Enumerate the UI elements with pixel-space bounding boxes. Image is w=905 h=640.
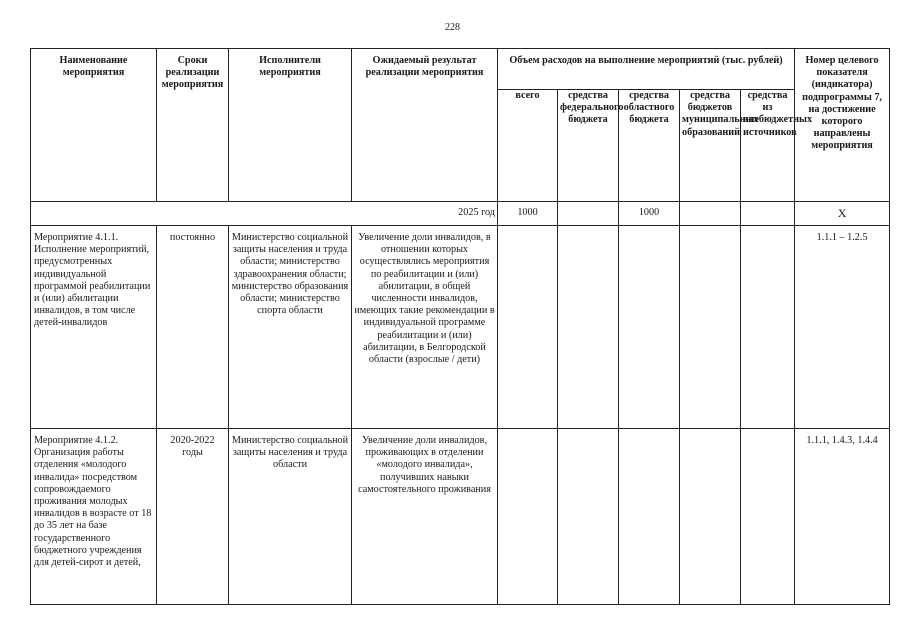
row-municipal bbox=[680, 429, 741, 605]
header-name: Наименование мероприятия bbox=[31, 49, 157, 202]
year-total: 1000 bbox=[498, 202, 558, 226]
row-indicator: 1.1.1 – 1.2.5 bbox=[795, 226, 890, 429]
row-executors: Министерство социальной защиты населения и труда области bbox=[229, 429, 352, 605]
header-term: Сроки реализации мероприятия bbox=[157, 49, 229, 202]
row-federal bbox=[558, 429, 619, 605]
year-indicator: Х bbox=[795, 202, 890, 226]
row-term: 2020-2022 годы bbox=[157, 429, 229, 605]
header-extrabudget: средства из внебюджетных источников bbox=[741, 90, 795, 202]
row-name: Мероприятие 4.1.1. Исполнение мероприятий, предусмотренных индивидуальной программой реабилитации и (или) абилитации инвалидов, в том числе детей-инвалидов bbox=[31, 226, 157, 429]
header-result: Ожидаемый результат реализации мероприятия bbox=[352, 49, 498, 202]
year-label: 2025 год bbox=[31, 202, 498, 226]
table-row bbox=[31, 226, 890, 429]
row-federal bbox=[558, 226, 619, 429]
year-regional: 1000 bbox=[619, 202, 680, 226]
header-municipal: средства бюджетов муниципальных образований bbox=[680, 90, 741, 202]
header-expenses: Объем расходов на выполнение мероприятий (тыс. рублей) bbox=[498, 49, 795, 90]
row-result: Увеличение доли инвалидов, в отношении которых осуществлялись мероприятия по реабилитации и (или) абилитации, в общей численности инвалидов, имеющих такие рекомендации в индивидуальной программе реабилитации и (или) абилитации, в Белгородской области (взрослые / дети) bbox=[352, 226, 498, 429]
row-municipal bbox=[680, 226, 741, 429]
year-federal bbox=[558, 202, 619, 226]
row-total bbox=[498, 226, 558, 429]
header-total: всего bbox=[498, 90, 558, 202]
year-extrabudget bbox=[741, 202, 795, 226]
measures-table bbox=[30, 48, 889, 605]
row-regional bbox=[619, 429, 680, 605]
header-regional: средства областного бюджета bbox=[619, 90, 680, 202]
row-extrabudget bbox=[741, 429, 795, 605]
row-result: Увеличение доли инвалидов, проживающих в отделении «молодого инвалида», получивших навыки самостоятельного проживания bbox=[352, 429, 498, 605]
header-executors: Исполнители мероприятия bbox=[229, 49, 352, 202]
row-extrabudget bbox=[741, 226, 795, 429]
year-municipal bbox=[680, 202, 741, 226]
row-indicator: 1.1.1, 1.4.3, 1.4.4 bbox=[795, 429, 890, 605]
row-total bbox=[498, 429, 558, 605]
header-federal: средства федерального бюджета bbox=[558, 90, 619, 202]
row-executors: Министерство социальной защиты населения и труда области; министерство здравоохранения области; министерство образования области; министерство спорта области bbox=[229, 226, 352, 429]
header-indicator: Номер целевого показателя (индикатора) подпрограммы 7, на достижение которого направлены мероприятия bbox=[795, 49, 890, 202]
row-regional bbox=[619, 226, 680, 429]
table-row bbox=[31, 429, 890, 605]
row-term: постоянно bbox=[157, 226, 229, 429]
page-number: 228 bbox=[445, 22, 460, 33]
row-name: Мероприятие 4.1.2. Организация работы отделения «молодого инвалида» посредством сопровождаемого проживания молодых инвалидов в возрасте от 18 до 35 лет на базе государственного бюджетного учреждения для детей-сирот и детей, bbox=[31, 429, 157, 605]
